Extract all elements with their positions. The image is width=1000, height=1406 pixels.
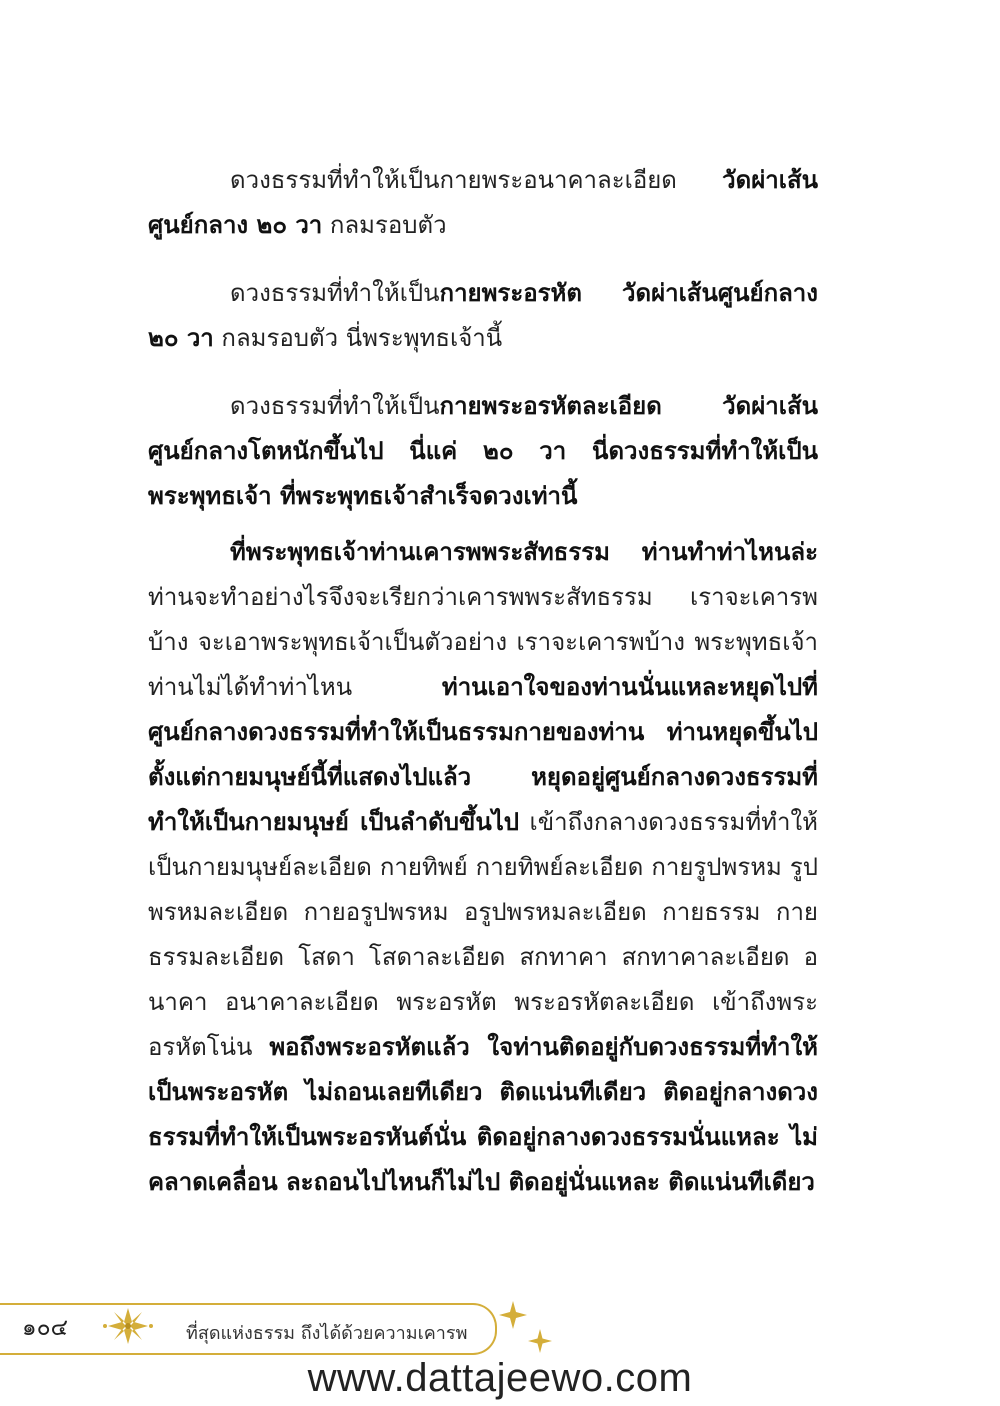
paragraph-4-bold-2: ท่านเอาใจของท่านนั่นแหละหยุดไปที่ศูนย์กลางดวงธรรมที่ทำให้เป็นธรรมกายของท่าน ท่านหยุดขึ้นไปตั้งแต่กายมนุษย์นี้ที่แสดงไปแล้ว หยุดอยู่ศูนย์กลางดวงธรรมที่ทำให้เป็นกายมนุษย์ เป็นลำดับขึ้นไป: [148, 673, 818, 836]
paragraph-2: [148, 271, 818, 361]
paragraph-2-text-end: กลมรอบตัว นี่พระพุทธเจ้านี้: [213, 324, 503, 352]
paragraph-3: [148, 384, 818, 519]
gold-flower-ornament-icon: [102, 1304, 154, 1348]
paragraph-2-text: ดวงธรรมที่ทำให้เป็น: [230, 279, 440, 307]
paragraph-4-text-1: ท่านจะทำอย่างไรจึงจะเรียกว่าเคารพพระสัทธรรม เราจะเคารพบ้าง จะเอาพระพุทธเจ้าเป็นตัวอย่าง เราจะเคารพบ้าง พระพุทธเจ้าท่านไม่ได้ทำท่าไหน: [148, 583, 818, 701]
paragraph-1-bold: วัดผ่าเส้นศูนย์กลาง ๒๐ วา: [148, 166, 818, 239]
paragraph-1-text: ดวงธรรมที่ทำให้เป็นกายพระอนาคาละเอียด: [230, 166, 723, 194]
paragraph-4-bold-3: พอถึงพระอรหัตแล้ว ใจท่านติดอยู่กับดวงธรรมที่ทำให้เป็นพระอรหัต ไม่ถอนเลยทีเดียว ติดแน่นทีเดียว ติดอยู่กลางดวงธรรมที่ทำให้เป็นพระอรหันต์นั่น ติดอยู่กลางดวงธรรมนั่นแหละ ไม่คลาดเคลื่อน ละถอนไปไหนก็ไม่ไป ติดอยู่นั่นแหละ ติดแน่นทีเดียว: [148, 1033, 818, 1196]
paragraph-4: [148, 530, 818, 1205]
paragraph-4-bold-1: ที่พระพุทธเจ้าท่านเคารพพระสัทธรรม ท่านทำท่าไหนล่ะ: [230, 538, 818, 566]
page-number: ๑๐๔: [22, 1315, 69, 1341]
paragraph-3-bold: กายพระอรหัตละเอียด วัดผ่าเส้นศูนย์กลางโตหนักขึ้นไป นี่แค่ ๒๐ วา นี่ดวงธรรมที่ทำให้เป็นพระพุทธเจ้า ที่พระพุทธเจ้าสำเร็จดวงเท่านี้: [148, 392, 818, 510]
paragraph-3-text: ดวงธรรมที่ทำให้เป็น: [230, 392, 440, 420]
paragraph-4-text-2: เข้าถึงกลางดวงธรรมที่ทำให้เป็นกายมนุษย์ละเอียด กายทิพย์ กายทิพย์ละเอียด กายรูปพรหม รูปพรหมละเอียด กายอรูปพรหม อรูปพรหมละเอียด กายธรรม กายธรรมละเอียด โสดา โสดาละเอียด สกทาคา สกทาคาละเอียด อนาคา อนาคาละเอียด พระอรหัต พระอรหัตละเอียด เข้าถึงพระอรหัตโน่น: [148, 808, 818, 1061]
paragraph-2-bold: กายพระอรหัต วัดผ่าเส้นศูนย์กลาง ๒๐ วา: [148, 279, 818, 352]
small-star-ornament-icon: [498, 1300, 528, 1330]
paragraph-1: [148, 158, 818, 248]
website-url: www.dattajeewo.com: [307, 1356, 693, 1400]
book-title: ที่สุดแห่งธรรม ถึงได้ด้วยความเคารพ: [186, 1323, 468, 1344]
small-star-ornament-icon: [527, 1328, 553, 1354]
paragraph-1-text-end: กลมรอบตัว: [322, 211, 447, 239]
